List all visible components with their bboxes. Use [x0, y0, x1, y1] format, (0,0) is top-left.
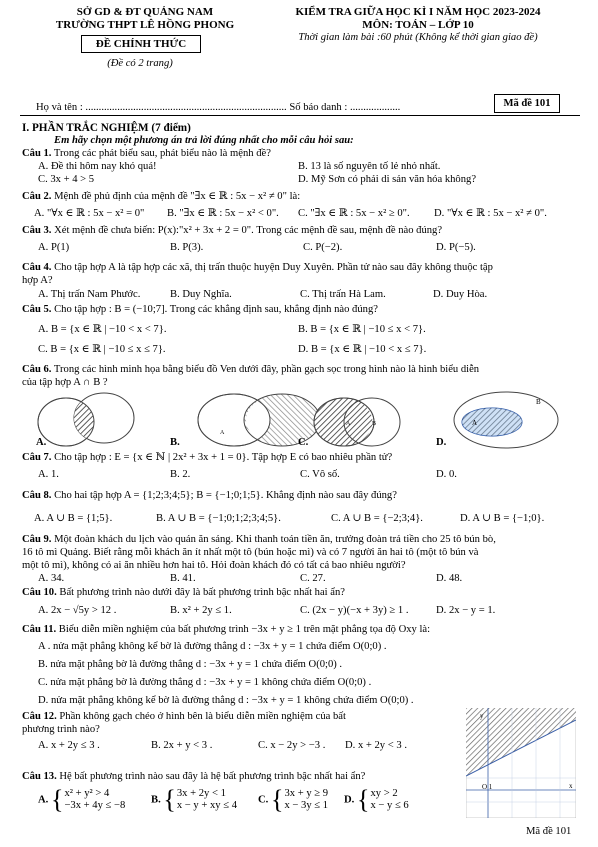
- q6-option-c[interactable]: C.: [298, 437, 309, 448]
- q12-option-a[interactable]: A. x + 2y ≤ 3 .: [38, 740, 100, 751]
- q9-option-a[interactable]: A. 34.: [38, 573, 65, 584]
- q4-option-b[interactable]: B. Duy Nghĩa.: [170, 289, 232, 300]
- q3-option-d[interactable]: D. P(−5).: [436, 242, 476, 253]
- svg-text:A: A: [220, 430, 225, 436]
- question-10: Câu 10. Bất phương trình nào dưới đây là bất phương trình bậc nhất hai ẩn?: [22, 587, 345, 598]
- q8-option-b[interactable]: B. A ∪ B = {−1;0;1;2;3;4;5}.: [156, 513, 281, 524]
- question-3: Câu 3. Xét mệnh đề chưa biến: P(x):"x² + 3x + 2 = 0". Trong các mệnh đề sau, mệnh đề nào đúng?: [22, 225, 443, 236]
- q13-option-c[interactable]: C. {3x + y ≥ 9 x − 3y ≤ 1: [258, 785, 329, 814]
- q2-option-c[interactable]: C. "∃x ∈ ℝ : 5x − x² ≥ 0".: [298, 208, 410, 219]
- origin-label: O 1: [482, 783, 493, 791]
- q11-option-b[interactable]: B. nửa mặt phẳng bờ là đường thẳng d : −3x + y = 1 chứa điểm O(0;0) .: [38, 659, 343, 670]
- q12-option-c[interactable]: C. x − 2y > −3 .: [258, 740, 326, 751]
- question-13: Câu 13. Hệ bất phương trình nào sau đây là hệ bất phương trình bậc nhất hai ẩn?: [22, 771, 366, 782]
- q9-option-d[interactable]: D. 48.: [436, 573, 463, 584]
- question-1: Câu 1. Trong các phát biểu sau, phát biểu nào là mệnh đề?: [22, 148, 271, 159]
- official-badge: ĐỀ CHÍNH THỨC: [81, 35, 201, 53]
- question-9-cont: 16 tô mì Quảng. Biết rằng mỗi khách ăn ít nhất một tô (bún hoặc mì) và có 7 người ăn hai tô (một tô bún và: [22, 547, 479, 558]
- subject: MÔN: TOÁN – LỚP 10: [362, 19, 474, 31]
- question-6: Câu 6. Trong các hình minh họa bằng biểu đồ Ven dưới đây, phần gạch sọc trong hình nào là hình biểu diễn: [22, 364, 480, 375]
- question-12: Câu 12. Phần không gạch chéo ở hình bên là biểu diễn miền nghiệm của bất: [22, 711, 346, 722]
- question-5: Câu 5. Cho tập hợp : B = (−10;7]. Trong các khẳng định sau, khẳng định nào đúng?: [22, 304, 378, 315]
- question-2: Câu 2. Mệnh đề phủ định của mệnh đề "∃x ∈ ℝ : 5x − x² ≠ 0" là:: [22, 191, 301, 202]
- q6-option-b[interactable]: B.: [170, 437, 180, 448]
- time-limit: Thời gian làm bài :60 phút (Không kể thời gian giao đề): [298, 32, 538, 43]
- q7-option-a[interactable]: A. 1.: [38, 469, 59, 480]
- svg-text:B: B: [536, 398, 541, 406]
- question-8: Câu 8. Cho hai tập hợp A = {1;2;3;4;5}; B = {−1;0;1;5}. Khẳng định nào sau đây đúng?: [22, 490, 397, 501]
- q9-option-c[interactable]: C. 27.: [300, 573, 326, 584]
- footer-code: Mã đề 101: [526, 826, 572, 837]
- q1-option-d[interactable]: D. Mỹ Sơn có phải di sản văn hóa không?: [298, 174, 477, 185]
- q12-option-b[interactable]: B. 2x + y < 3 .: [151, 740, 213, 751]
- q7-option-c[interactable]: C. Vô số.: [300, 469, 340, 480]
- question-9: Câu 9. Một đoàn khách du lịch vào quán ăn sáng. Khi thanh toán tiền ăn, trưởng đoàn trả tiền cho 25 tô bún bò,: [22, 534, 496, 545]
- q6-option-a[interactable]: A.: [36, 437, 47, 448]
- q7-option-b[interactable]: B. 2.: [170, 469, 191, 480]
- q5-option-c[interactable]: C. B = {x ∈ ℝ | −10 ≤ x ≤ 7}.: [38, 344, 166, 355]
- q2-option-a[interactable]: A. "∀x ∈ ℝ : 5x − x² = 0": [34, 208, 145, 219]
- q13-option-d[interactable]: D. {xy > 2 x − y ≤ 6: [344, 785, 409, 814]
- q2-option-b[interactable]: B. "∃x ∈ ℝ : 5x − x² < 0".: [167, 208, 279, 219]
- exam-title: KIỂM TRA GIỮA HỌC KÌ I NĂM HỌC 2023-2024: [295, 6, 541, 18]
- question-11: Câu 11. Biểu diễn miền nghiệm của bất phương trình −3x + y ≥ 1 trên mặt phẳng tọa độ Oxy là:: [22, 624, 431, 635]
- q13-option-a[interactable]: A. {x² + y² > 4 −3x + 4y ≤ −8: [38, 785, 126, 814]
- section-title: I. PHẦN TRẮC NGHIỆM (7 điểm): [22, 122, 191, 134]
- section-instruction: Em hãy chọn một phương án trả lời đúng nhất cho mỗi câu hỏi sau:: [54, 135, 354, 146]
- q8-option-c[interactable]: C. A ∪ B = {−2;3;4}.: [331, 513, 423, 524]
- q12-figure: [466, 708, 576, 818]
- q10-option-c[interactable]: C. (2x − y)(−x + 3y) ≥ 1 .: [300, 605, 409, 616]
- dept-name: SỞ GD & ĐT QUẢNG NAM: [76, 6, 214, 18]
- q3-option-c[interactable]: C. P(−2).: [303, 242, 343, 253]
- q5-option-b[interactable]: B. B = {x ∈ ℝ | −10 ≤ x < 7}.: [298, 324, 426, 335]
- q4-option-a[interactable]: A. Thị trấn Nam Phước.: [38, 289, 141, 300]
- question-4-cont: hợp A?: [22, 275, 53, 286]
- q11-option-a[interactable]: A . nửa mặt phẳng không kể bờ là đường thẳng d : −3x + y = 1 chứa điểm O(0;0) .: [38, 641, 387, 652]
- q1-option-c[interactable]: C. 3x + 4 > 5: [38, 174, 95, 185]
- school-name: TRƯỜNG THPT LÊ HỒNG PHONG: [55, 19, 235, 31]
- page-count: (Đề có 2 trang): [107, 58, 173, 69]
- question-7: Câu 7. Cho tập hợp : E = {x ∈ ℕ | 2x² + 3x + 1 = 0}. Tập hợp E có bao nhiêu phần tử?: [22, 452, 393, 463]
- q1-option-b[interactable]: B. 13 là số nguyên tố lẻ nhỏ nhất.: [298, 161, 441, 172]
- venn-d[interactable]: [454, 392, 558, 448]
- q11-option-c[interactable]: C. nửa mặt phẳng bờ là đường thẳng d : −3x + y = 1 không chứa điểm O(0;0) .: [38, 677, 372, 688]
- header-divider: [20, 115, 580, 116]
- q6-option-d[interactable]: D.: [436, 437, 447, 448]
- q5-option-a[interactable]: A. B = {x ∈ ℝ | −10 < x < 7}.: [38, 324, 167, 335]
- question-6-cont: của tập hợp A ∩ B ?: [22, 377, 108, 388]
- svg-text:A: A: [472, 419, 478, 427]
- q10-option-a[interactable]: A. 2x − √5y > 12 .: [38, 605, 117, 616]
- q4-option-c[interactable]: C. Thị trấn Hà Lam.: [300, 289, 386, 300]
- q1-option-a[interactable]: A. Đề thi hôm nay khó quá!: [38, 161, 157, 172]
- q8-option-a[interactable]: A. A ∪ B = {1;5}.: [34, 513, 113, 524]
- question-4: Câu 4. Cho tập hợp A là tập hợp các xã, thị trấn thuộc huyện Duy Xuyên. Phần tử nào sau đây không thuộc tập: [22, 262, 493, 273]
- q7-option-d[interactable]: D. 0.: [436, 469, 457, 480]
- q10-option-b[interactable]: B. x² + 2y ≤ 1.: [170, 605, 232, 616]
- x-axis-label: x: [569, 782, 573, 790]
- q10-option-d[interactable]: D. 2x − y = 1.: [436, 605, 496, 616]
- venn-a[interactable]: [38, 393, 134, 446]
- y-axis-label: y: [480, 712, 484, 720]
- q4-option-d[interactable]: D. Duy Hòa.: [433, 289, 488, 300]
- q11-option-d[interactable]: D. nửa mặt phẳng không kể bờ là đường thẳng d : −3x + y = 1 không chứa điểm O(0;0) .: [38, 695, 414, 706]
- q3-option-b[interactable]: B. P(3).: [170, 242, 204, 253]
- q3-option-a[interactable]: A. P(1): [38, 242, 70, 253]
- name-line: Họ và tên : ............................................................................ Số báo danh : ...................: [36, 102, 401, 113]
- q8-option-d[interactable]: D. A ∪ B = {−1;0}.: [460, 513, 545, 524]
- svg-text:B: B: [372, 421, 377, 427]
- exam-code-box: Mã đề 101: [494, 94, 560, 113]
- q9-option-b[interactable]: B. 41.: [170, 573, 196, 584]
- svg-text:A: A: [346, 421, 351, 427]
- question-9-cont2: một tô mì), không có ai ăn nhiều hơn hai tô. Hỏi đoàn khách đó có tất cả bao nhiêu người?: [22, 560, 406, 571]
- q13-option-b[interactable]: B. {3x + 2y < 1 x − y + xy ≤ 4: [151, 785, 237, 814]
- q12-option-d[interactable]: D. x + 2y < 3 .: [345, 740, 407, 751]
- q5-option-d[interactable]: D. B = {x ∈ ℝ | −10 < x ≤ 7}.: [298, 344, 427, 355]
- venn-c[interactable]: [314, 398, 400, 446]
- q2-option-d[interactable]: D. "∀x ∈ ℝ : 5x − x² ≠ 0".: [434, 208, 547, 219]
- question-12-cont: phương trình nào?: [22, 724, 100, 735]
